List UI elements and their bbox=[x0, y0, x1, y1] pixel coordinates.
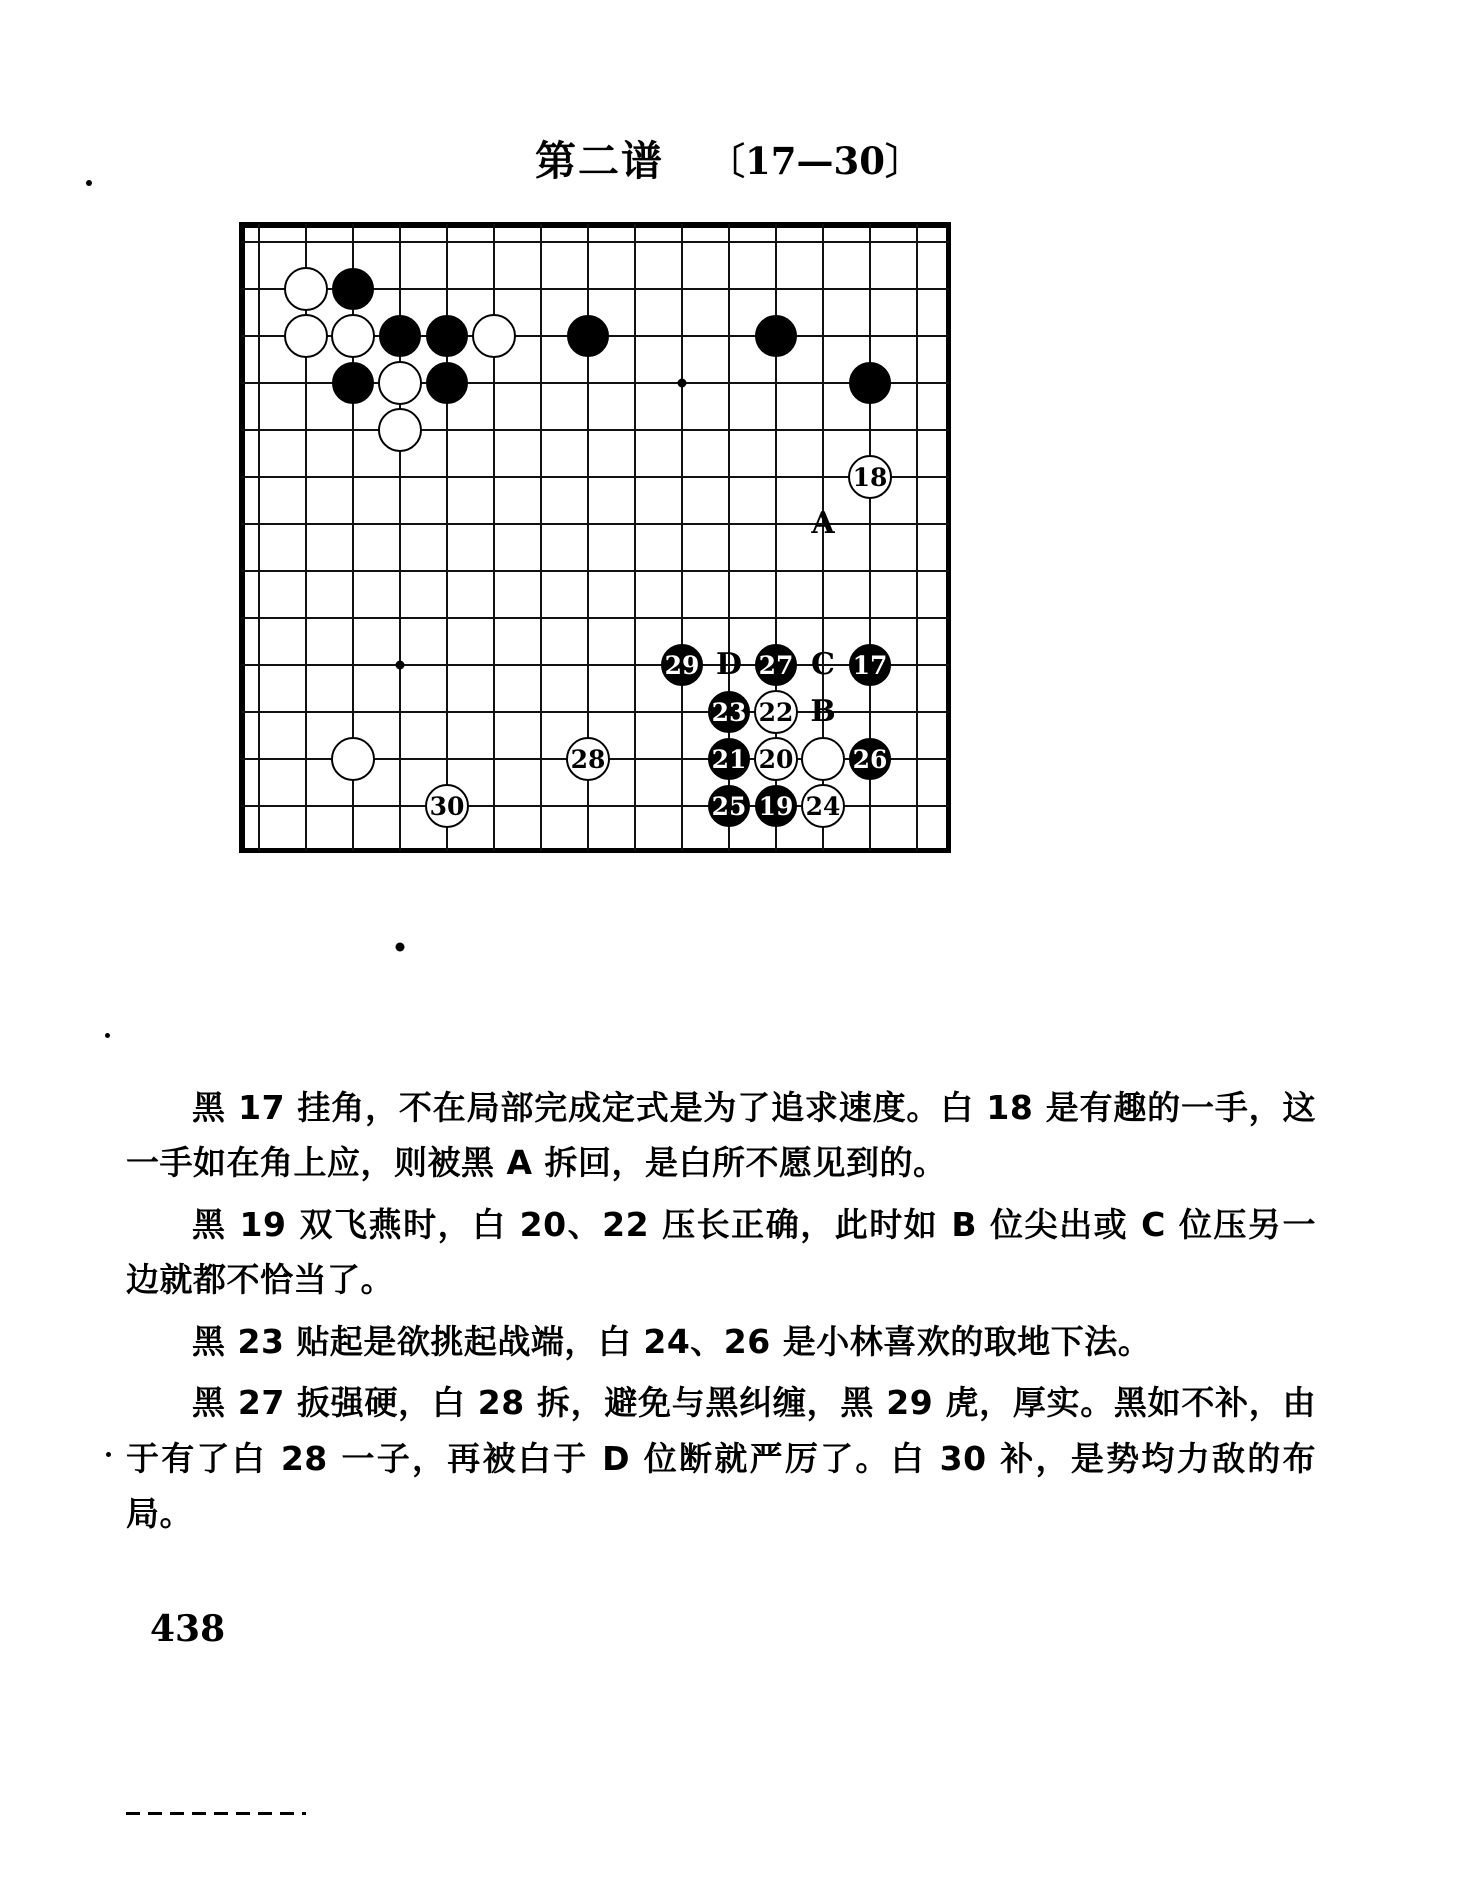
stone-move-number: 21 bbox=[711, 744, 747, 774]
numbered-stone-29 bbox=[661, 644, 703, 686]
letter-mark-B: B bbox=[810, 694, 836, 729]
numbered-stone-26 bbox=[849, 738, 891, 780]
numbered-stone-30 bbox=[425, 784, 469, 828]
white-stone bbox=[331, 314, 375, 358]
numbered-stone-22 bbox=[754, 690, 798, 734]
white-stone bbox=[284, 314, 328, 358]
stone-move-number: 29 bbox=[664, 650, 700, 680]
stone-move-number: 26 bbox=[852, 744, 888, 774]
footer-rule bbox=[126, 1812, 306, 1815]
white-stone bbox=[801, 737, 845, 781]
grid-line-horizontal bbox=[241, 241, 949, 243]
go-board bbox=[239, 222, 951, 853]
star-point bbox=[396, 943, 405, 952]
diagram-title bbox=[0, 128, 1457, 187]
stone-move-number: 18 bbox=[852, 462, 888, 492]
grid-line-horizontal bbox=[241, 664, 949, 666]
grid-line-vertical bbox=[634, 224, 636, 851]
black-stone bbox=[849, 362, 891, 404]
white-stone bbox=[472, 314, 516, 358]
stone-move-number: 24 bbox=[805, 791, 841, 821]
stone-move-number: 30 bbox=[429, 791, 465, 821]
stone-move-number: 19 bbox=[758, 791, 794, 821]
numbered-stone-17 bbox=[849, 644, 891, 686]
grid-line-vertical bbox=[540, 224, 542, 851]
black-stone bbox=[332, 268, 374, 310]
scan-speck bbox=[106, 1452, 111, 1457]
numbered-stone-24 bbox=[801, 784, 845, 828]
grid-line-horizontal bbox=[241, 429, 949, 431]
numbered-stone-21 bbox=[708, 738, 750, 780]
black-stone bbox=[426, 362, 468, 404]
numbered-stone-20 bbox=[754, 737, 798, 781]
numbered-stone-23 bbox=[708, 691, 750, 733]
commentary-paragraph: 黑 23 贴起是欲挑起战端，白 24、26 是小林喜欢的取地下法。 bbox=[192, 1321, 1152, 1361]
page-number: 438 bbox=[150, 1608, 226, 1650]
numbered-stone-18 bbox=[848, 455, 892, 499]
black-stone bbox=[567, 315, 609, 357]
stone-move-number: 28 bbox=[570, 744, 606, 774]
white-stone bbox=[378, 408, 422, 452]
page-title: 第二谱 bbox=[535, 137, 664, 185]
grid-line-horizontal bbox=[241, 523, 949, 525]
letter-mark-D: D bbox=[715, 647, 743, 682]
white-stone bbox=[284, 267, 328, 311]
grid-line-horizontal bbox=[241, 617, 949, 619]
board-edge-top bbox=[239, 222, 951, 228]
commentary-text bbox=[126, 1080, 1316, 1548]
numbered-stone-28 bbox=[566, 737, 610, 781]
numbered-stone-25 bbox=[708, 785, 750, 827]
board-edge-bottom bbox=[239, 848, 951, 853]
black-stone bbox=[332, 362, 374, 404]
white-stone bbox=[331, 737, 375, 781]
black-stone bbox=[755, 315, 797, 357]
star-point bbox=[396, 661, 405, 670]
letter-mark-A: A bbox=[811, 506, 835, 541]
grid-line-horizontal bbox=[241, 711, 949, 713]
stone-move-number: 27 bbox=[758, 650, 794, 680]
star-point bbox=[678, 379, 687, 388]
scan-speck bbox=[105, 1033, 110, 1038]
black-stone bbox=[379, 315, 421, 357]
grid-line-horizontal bbox=[241, 476, 949, 478]
stone-move-number: 20 bbox=[758, 744, 794, 774]
commentary-paragraph: 黑 19 双飞燕时，白 20、22 压长正确，此时如 B 位尖出或 C 位压另一边就都不恰当了。 bbox=[126, 1204, 1316, 1300]
white-stone bbox=[378, 361, 422, 405]
black-stone bbox=[426, 315, 468, 357]
commentary-paragraph: 黑 27 扳强硬，白 28 拆，避免与黑纠缠，黑 29 虎，厚实。黑如不补，由于有了白 28 一子，再被白于 D 位断就严厉了。白 30 补，是势均力敌的布局。 bbox=[126, 1383, 1316, 1534]
stone-move-number: 25 bbox=[711, 791, 747, 821]
grid-line-vertical bbox=[681, 224, 683, 851]
grid-line-vertical bbox=[916, 224, 918, 851]
stone-move-number: 17 bbox=[852, 650, 888, 680]
numbered-stone-19 bbox=[755, 785, 797, 827]
commentary-paragraph: 黑 17 挂角，不在局部完成定式是为了追求速度。白 18 是有趣的一手，这一手如在角上应，则被黑 A 拆回，是白所不愿见到的。 bbox=[126, 1088, 1316, 1183]
stone-move-number: 22 bbox=[758, 697, 794, 727]
move-range-label: 〔17—30〕 bbox=[708, 138, 922, 183]
stone-move-number: 23 bbox=[711, 697, 747, 727]
letter-mark-C: C bbox=[811, 647, 835, 682]
grid-line-vertical bbox=[258, 224, 260, 851]
grid-line-horizontal bbox=[241, 570, 949, 572]
numbered-stone-27 bbox=[755, 644, 797, 686]
